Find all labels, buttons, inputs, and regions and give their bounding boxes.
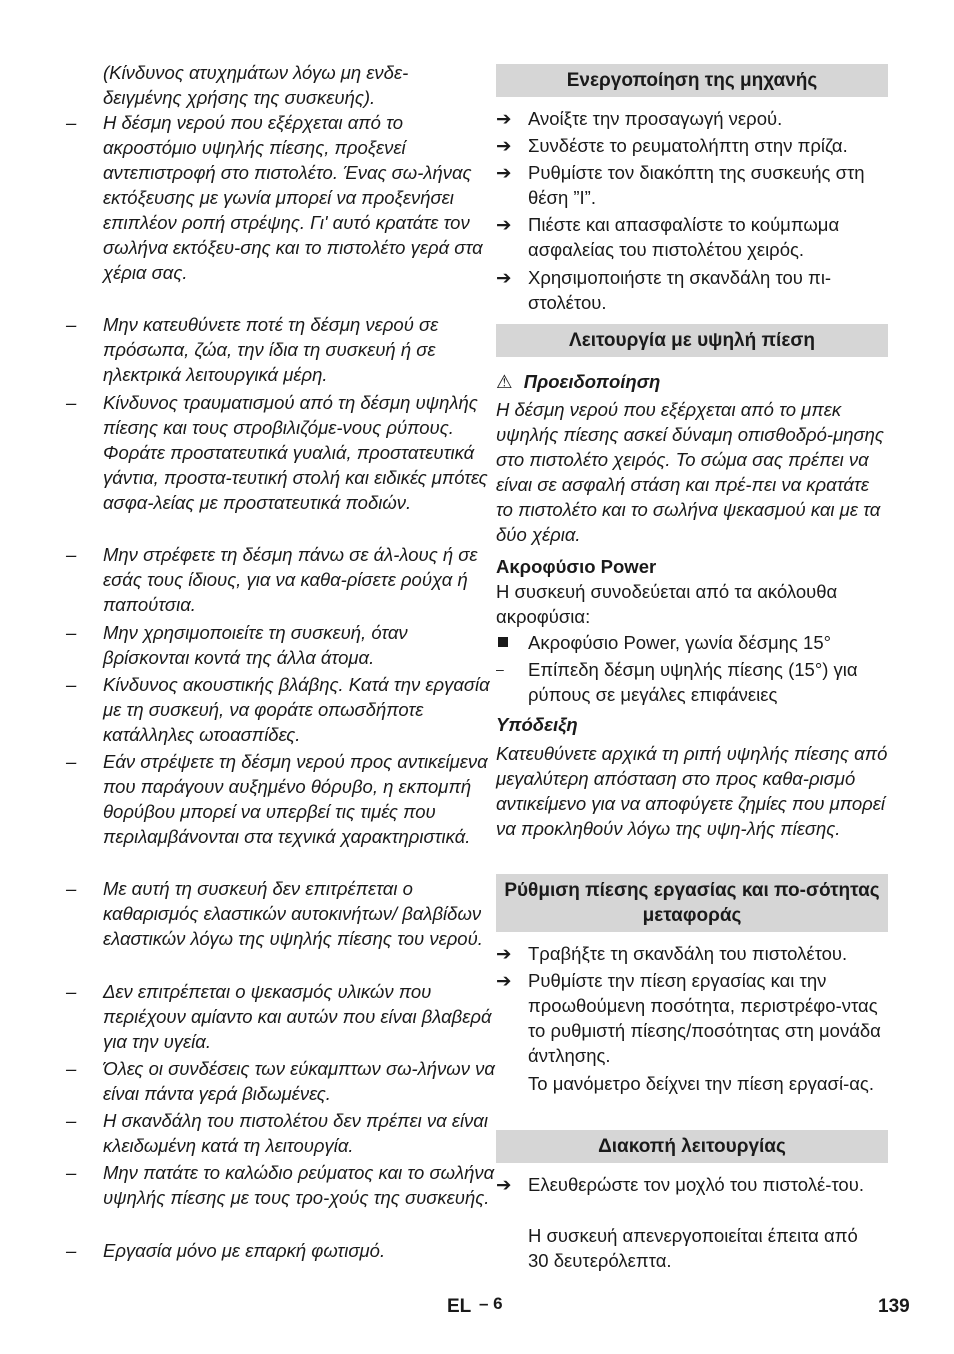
section-heading-start: Ενεργοποίηση της μηχανής: [496, 64, 888, 97]
safety-item-text: Εργασία μόνο με επαρκή φωτισμό.: [103, 1240, 386, 1261]
hint-label: Υπόδειξη: [496, 714, 578, 735]
arrow-icon: ➔: [496, 943, 512, 964]
dash-marker: –: [66, 544, 77, 565]
step-item: [496, 941, 888, 966]
dash-marker: –: [496, 661, 504, 677]
safety-item-text: Μην πατάτε το καλώδιο ρεύματος και το σωλήνα υψηλής πίεσης με τους τρο-χούς της συσκευής.: [103, 1162, 495, 1208]
dash-marker: –: [66, 878, 77, 899]
warning-icon: ⚠: [496, 371, 513, 392]
nozzle-intro: Η συσκευή συνοδεύεται από τα ακόλουθα ακροφύσια:: [496, 581, 838, 627]
dash-marker: –: [66, 1162, 77, 1183]
nozzle-list-item: [496, 630, 898, 655]
footer-section-number: – 6: [479, 1294, 503, 1313]
dash-marker: –: [66, 981, 77, 1002]
safety-item-9: [66, 979, 499, 1054]
footer-language: EL: [447, 1296, 472, 1317]
safety-item-1: [66, 110, 499, 285]
arrow-icon: ➔: [496, 1174, 512, 1195]
step-item: [496, 968, 888, 1068]
dash-marker: –: [66, 1058, 77, 1079]
step-item: [496, 1172, 888, 1197]
section-heading-stop: Διακοπή λειτουργίας: [496, 1130, 888, 1163]
step-text: Πιέστε και απασφαλίστε το κούμπωμα ασφαλείας του πιστολέτου χειρός.: [528, 214, 840, 260]
safety-item-4: [66, 542, 499, 617]
step-text: Ρυθμίστε τον διακόπτη της συσκευής στη θέση ”I”.: [528, 162, 865, 208]
square-bullet-icon: [498, 637, 508, 647]
arrow-icon: ➔: [496, 970, 512, 991]
arrow-icon: ➔: [496, 108, 512, 129]
safety-item-7: [66, 749, 499, 849]
warning-text: Η δέσμη νερού που εξέρχεται από το μπεκ υψηλής πίεσης ασκεί δύναμη οπισθοδρό-μησης στο πιστολέτο χειρός. Το σώμα σας πρέπει να είναι σε ασφαλή στάση και πρέ-πει να κρατάτε το πιστολέτο και το σωλήνα ψεκασμού και με τα δύο χέρια.: [496, 399, 884, 545]
step-text: Ανοίξτε την προσαγωγή νερού.: [528, 108, 783, 129]
step-item: [496, 212, 888, 262]
step-item: [496, 133, 888, 158]
safety-item-text: Η δέσμη νερού που εξέρχεται από το ακροστόμιο υψηλής πίεσης, προξενεί αντεπιστροφή στο πιστολέτο. Ένας σω-λήνας εκτόξευσης με γωνία μπορεί να προξενήσει επιπλέον ροπή στρέψης. Γι' αυτό κρατάτε τον σωλήνα εκτόξευ-σης και το πιστολέτο γερά στα χέρια σας.: [103, 112, 483, 283]
step-text: Συνδέστε το ρευματολήπτη στην πρίζα.: [528, 135, 848, 156]
safety-item-text: Μην στρέφετε τη δέσμη πάνω σε άλ-λους ή σε εσάς τους ίδιους, για να καθα-ρίσετε ρούχα ή παπούτσια.: [103, 544, 478, 615]
safety-item-2: [66, 312, 499, 387]
arrow-icon: ➔: [496, 162, 512, 183]
safety-item-text: Εάν στρέψετε τη δέσμη νερού προς αντικείμενα που παράγουν αυξημένο θόρυβο, η εκπομπή θορύβου μπορεί να υπερβεί τις τιμές που περιλαμβάνονται στα τεχνικά χαρακτηριστικά.: [103, 751, 488, 847]
safety-item-text: Κίνδυνος τραυματισμού από τη δέσμη υψηλής πίεσης και τους στροβιλιζόμε-νους ρύπους. Φοράτε προστατευτικά γυαλιά, προστατευτικά γάντια, προστα-τευτική στολή και ειδικές μπότες ασφα-λείας με προστατευτικά ποδιών.: [103, 392, 488, 513]
step-text: Ρυθμίστε την πίεση εργασίας και την προωθούμενη ποσότητα, περιστρέφο-ντας το ρυθμιστή πίεσης/ποσότητας στη μονάδα άντλησης.: [528, 970, 881, 1066]
dash-marker: –: [66, 1240, 77, 1261]
arrow-icon: ➔: [496, 267, 512, 288]
arrow-icon: ➔: [496, 135, 512, 156]
dash-marker: –: [66, 622, 77, 643]
dash-marker: –: [66, 674, 77, 695]
arrow-icon: ➔: [496, 214, 512, 235]
dash-marker: –: [66, 751, 77, 772]
dash-marker: –: [66, 392, 77, 413]
dash-marker: –: [66, 112, 77, 133]
step-text: Χρησιμοποιήστε τη σκανδάλη του πι-στολέτου.: [528, 267, 832, 313]
safety-item-13: [66, 1238, 499, 1263]
hint-text: Κατευθύνετε αρχικά τη ριπή υψηλής πίεσης από μεγαλύτερη απόσταση στο προς καθα-ρισμό αντικείμενο για να αποφύγετε ζημίες που μπορεί να προκληθούν λόγω της υψη-λής πίεσης.: [496, 743, 888, 839]
page-number: 139: [878, 1296, 910, 1317]
dash-marker: –: [66, 1110, 77, 1131]
nozzle-heading: Ακροφύσιο Power: [496, 556, 657, 577]
step-item: [496, 160, 888, 210]
nozzle-sub-item: [496, 657, 888, 707]
safety-item-12: [66, 1160, 499, 1210]
safety-item-5: [66, 620, 499, 670]
step-text: Ελευθερώστε τον μοχλό του πιστολέ-του.: [528, 1174, 864, 1195]
section-heading-pressure-setting: Ρύθμιση πίεσης εργασίας και πο-σότητας μεταφοράς: [496, 874, 888, 932]
safety-item-10: [66, 1056, 499, 1106]
safety-item-8: [66, 876, 499, 951]
safety-item-text: Μην χρησιμοποιείτε τη συσκευή, όταν βρίσκονται κοντά της άλλα άτομα.: [103, 622, 408, 668]
safety-item-text: Με αυτή τη συσκευή δεν επιτρέπεται ο καθαρισμός ελαστικών αυτοκινήτων/ βαλβίδων ελαστικών λόγω της υψηλής πίεσης του νερού.: [103, 878, 483, 949]
nozzle-sub-text: Επίπεδη δέσμη υψηλής πίεσης (15°) για ρύπους σε μεγάλες επιφάνειες: [528, 659, 858, 705]
step-text: Τραβήξτε τη σκανδάλη του πιστολέτου.: [528, 943, 848, 964]
safety-item-text: Όλες οι συνδέσεις των εύκαμπτων σω-λήνων να είναι πάντα γερά βιδωμένες.: [103, 1058, 495, 1104]
safety-item-6: [66, 672, 499, 747]
step-item: [496, 265, 888, 315]
manometer-note: Το μανόμετρο δείχνει την πίεση εργασί-ας.: [528, 1073, 874, 1094]
safety-item-text: Κίνδυνος ακουστικής βλάβης. Κατά την εργασία με τη συσκευή, να φοράτε οπωσδήποτε κατάλληλες ωτοασπίδες.: [103, 674, 490, 745]
safety-item-11: [66, 1108, 499, 1158]
shutdown-note: Η συσκευή απενεργοποιείται έπειτα από 30 δευτερόλεπτα.: [528, 1225, 858, 1271]
warning-label: Προειδοποίηση: [523, 371, 661, 392]
safety-item-text: Η σκανδάλη του πιστολέτου δεν πρέπει να είναι κλειδωμένη κατά τη λειτουργία.: [103, 1110, 488, 1156]
dash-marker: –: [66, 314, 77, 335]
intro-text: (Κίνδυνος ατυχημάτων λόγω μη ενδε- δειγμένης χρήσης της συσκευής).: [103, 62, 409, 108]
safety-item-text: Μην κατευθύνετε ποτέ τη δέσμη νερού σε πρόσωπα, ζώα, την ίδια τη συσκευή ή σε ηλεκτρικά λειτουργικά μέρη.: [103, 314, 439, 385]
step-item: [496, 106, 888, 131]
safety-item-3: [66, 390, 499, 515]
warning-heading: [496, 369, 886, 394]
section-heading-high-pressure: Λειτουργία με υψηλή πίεση: [496, 324, 888, 357]
safety-item-text: Δεν επιτρέπεται ο ψεκασμός υλικών που περιέχουν αμίαντο και αυτών που είναι βλαβερά για την υγεία.: [103, 981, 492, 1052]
nozzle-item-text: Ακροφύσιο Power, γωνία δέσμης 15°: [528, 632, 832, 653]
